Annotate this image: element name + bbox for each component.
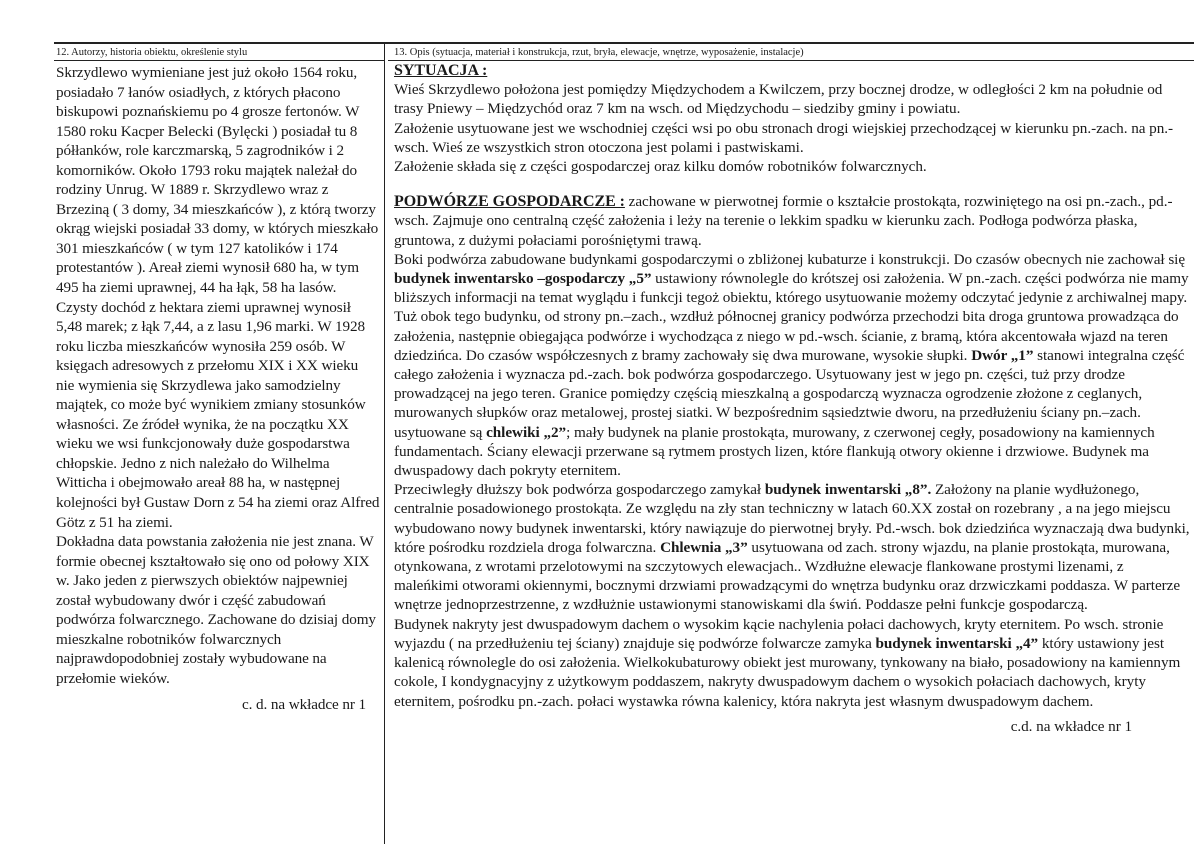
podworze-paragraph-2: Boki podwórza zabudowane budynkami gospodarczymi o zbliżonej kubaturze i konstrukcji. Do czasów obecnych nie zachował się budynek inwentarsko –gospodarczy „5” ustawiony równolegle do krótszej osi założenia. W pn.-zach. części podwórza nie mamy bliższych informacji na temat wyglądu i funkcji tegoż obiektu, którego usytuowanie możemy odczytać jedynie z archiwalnej mapy. Tuż obok tego budynku, od strony pn.–zach., wzdłuż północnej granicy podwórza przechodzi bita droga gruntowa prowadząca do założenia, następnie obiegająca podwórze i wychodząca z niego w pd.-wsch. ścianie, z bramą, która akcentowała wjazd na teren dziedzińca. Do czasów współczesnych z bramy zachowały się dwa murowane, wysokie słupki. Dwór „1” stanowi integralna część całego założenia i wyznacza pd.-zach. bok podwórza gospodarczego. Usytuowany jest w jego pn. części, tuż przy drodze prowadzącej na jego teren. Granice pomiędzy częścią mieszkalną a gospodarczą wyznacza ogrodzenie złożone z ceglanych, murowanych słupków oraz metalowej, prostej siatki. W bezpośrednim sąsiedztwie dworu, na przedłużeniu ściany pn.–zach. usytuowane są chlewiki „2”; mały budynek na planie prostokąta, murowany, z czerwonej cegły, posadowiony na kamiennych fundamentach. Ściany elewacji przerwane są rytmem prostych lizen, które flankują otwory okienne i drzwiowe. Budynek ma dwuspadowy dach pokryty eternitem. [394,250,1189,480]
history-paragraph-2: Dokładna data powstania założenia nie jest znana. W formie obecnej kształtowało się ono od połowy XIX w. Jako jeden z pierwszych obiektów najpewniej został wybudowany dwór i część zabudowań podwórza folwarcznego. Zachowane do dzisiaj domy mieszkalne robotników folwarcznych najprawdopodobniej zostały wybudowane na przełomie wieków. [56,533,376,687]
history-column [54,44,385,844]
building-3-label: Chlewnia „3” [660,538,748,556]
podworze-paragraph-1: PODWÓRZE GOSPODARCZE : zachowane w pierwotnej formie o kształcie prostokąta, rozwiniętego na osi pn.-zach., pd.-wsch. Zajmuje ono centralną część założenia i leży na terenie o lekkim spadku w kierunku zach. Podłoga podwórza płaska, gruntowa, z dużymi połaciami porośniętymi trawą. [394,193,1173,249]
history-paragraph-1: Skrzydlewo wymieniane jest już około 1564 roku, posiadało 7 łanów osiadłych, z których płacono biskupowi poznańskiemu po 4 grosze fertonów. W 1580 roku Kacper Belecki (Bylęcki ) posiadał tu 8 półłanków, role karczmarską, 5 zagrodników i 2 komorników. Około 1793 roku majątek należał do rodziny Unrug. W 1889 r. Skrzydlewo wraz z Brzeziną ( 3 domy, 34 mieszkańców ), z którą tworzy okrąg wiejski posiadał 33 domy, w których mieszkało 301 mieszkańców ( w tym 127 katolików i 174 protestantów ). Areał ziemi wynosił 680 ha, w tym 495 ha ziemi uprawnej, 44 ha łąk, 58 ha lasów. Czysty dochód z hektara ziemi uprawnej wynosił 5,48 marek; z łąk 7,44, a z lasu 1,96 marki. W 1928 roku liczba mieszkańców wynosiła 259 osób. W księgach adresowych z przełomu XIX i XX wieku nie wymienia się Skrzydlewa jako samodzielny majątek, co może być wynikiem zmiany stosunków własności. Ze źródeł wynika, że na początku XX wieku we wsi funkcjonowały duże gospodarstwa chłopskie. Jedno z nich należało do Wilhelma Witticha i obejmowało areał 88 ha, w następnej kolejności był Gustaw Dorn z 54 ha ziemi oraz Alfred Götz z 51 ha ziemi. [56,64,380,531]
podworze-title: PODWÓRZE GOSPODARCZE : [394,193,625,211]
history-continued-note: c. d. na wkładce nr 1 [242,695,366,713]
description-continued-note: c.d. na wkładce nr 1 [1010,717,1132,735]
building-4-label: budynek inwentarski „4” [875,634,1039,652]
sytuacja-paragraph-3: Założenie składa się z części gospodarczej oraz kilku domów robotników folwarcznych. [394,158,927,176]
sytuacja-title: SYTUACJA : [394,62,488,79]
history-header: 12. Autorzy, historia obiektu, określenie stylu [54,44,384,61]
building-2-label: chlewiki „2” [486,423,567,441]
description-column [388,44,1194,844]
history-text [54,61,384,714]
description-text [388,61,1194,736]
building-1-label: Dwór „1” [971,346,1034,364]
building-8-label: budynek inwentarski „8”. [764,481,932,499]
sytuacja-paragraph-2: Założenie usytuowane jest we wschodniej części wsi po obu stronach drogi wiejskiej przechodzącej w kierunku pn.-zach. na pn.-wsch. Wieś ze wszystkich stron otoczona jest polami i pastwiskami. [394,119,1174,156]
sytuacja-paragraph-1: Wieś Skrzydlewo położona jest pomiędzy Międzychodem a Kwilczem, przy bocznej drodze, w odległości 2 km na południe od trasy Pniewy – Międzychód oraz 7 km na wsch. od Międzychodu – siedziby gminy i powiatu. [394,81,1163,118]
description-header: 13. Opis (sytuacja, materiał i konstrukcja, rzut, bryła, elewacje, wnętrze, wyposażenie, instalacje) [388,44,1194,61]
document-page [54,42,1194,844]
podworze-paragraph-3: Przeciwległy dłuższy bok podwórza gospodarczego zamykał budynek inwentarski „8”. Założony na planie wydłużonego, centralnie posadowionego prostokąta. Ze względu na zły stan techniczny w latach 60.XX został on rozebrany , a na jego miejscu wybudowano nowy budynek inwentarski, który nawiązuje do pierwotnej bryły. Pd.-wsch. bok dziedzińca wyznaczają dwa budynki, które pośrodku rozdziela droga folwarczna. Chlewnia „3” usytuowana od zach. strony wjazdu, na planie prostokąta, murowana, otynkowana, z wrotami przelotowymi na szczytowych elewacjach.. Wzdłużne elewacje flankowane prostymi lizenami, z maleńkimi otworami okiennymi, bocznymi drzwiami prowadzącymi do wnętrza budynku oraz drzwiczkami poddasza. W parterze wnętrze jednoprzestrzenne, z wzdłużnie ustawionymi stanowiskami dla świń. Poddasze pełni funkcje gospodarczą. [394,481,1190,614]
podworze-paragraph-4: Budynek nakryty jest dwuspadowym dachem o wysokim kącie nachylenia połaci dachowych, kryty eternitem. Po wsch. stronie wyjazdu ( na przedłużeniu tej ściany) znajduje się podwórze folwarcze zamyka budynek inwentarski „4” który ustawiony jest kalenicą równolegle do osi założenia. Wielkokubaturowy obiekt jest murowany, tynkowany na biało, posadowiony na kamiennym cokole, I kondygnacyjny z użytkowym poddaszem, nakryty dwuspadowym dachem o wysokich połaciach dachowych, kryty eternitem, pośrodku pn.-zach. połaci wystawka równa kalenicy, która nakryta jest własnym dwuspadowym dachem. [394,615,1181,710]
building-5-label: budynek inwentarsko –gospodarczy „5” [394,270,652,288]
